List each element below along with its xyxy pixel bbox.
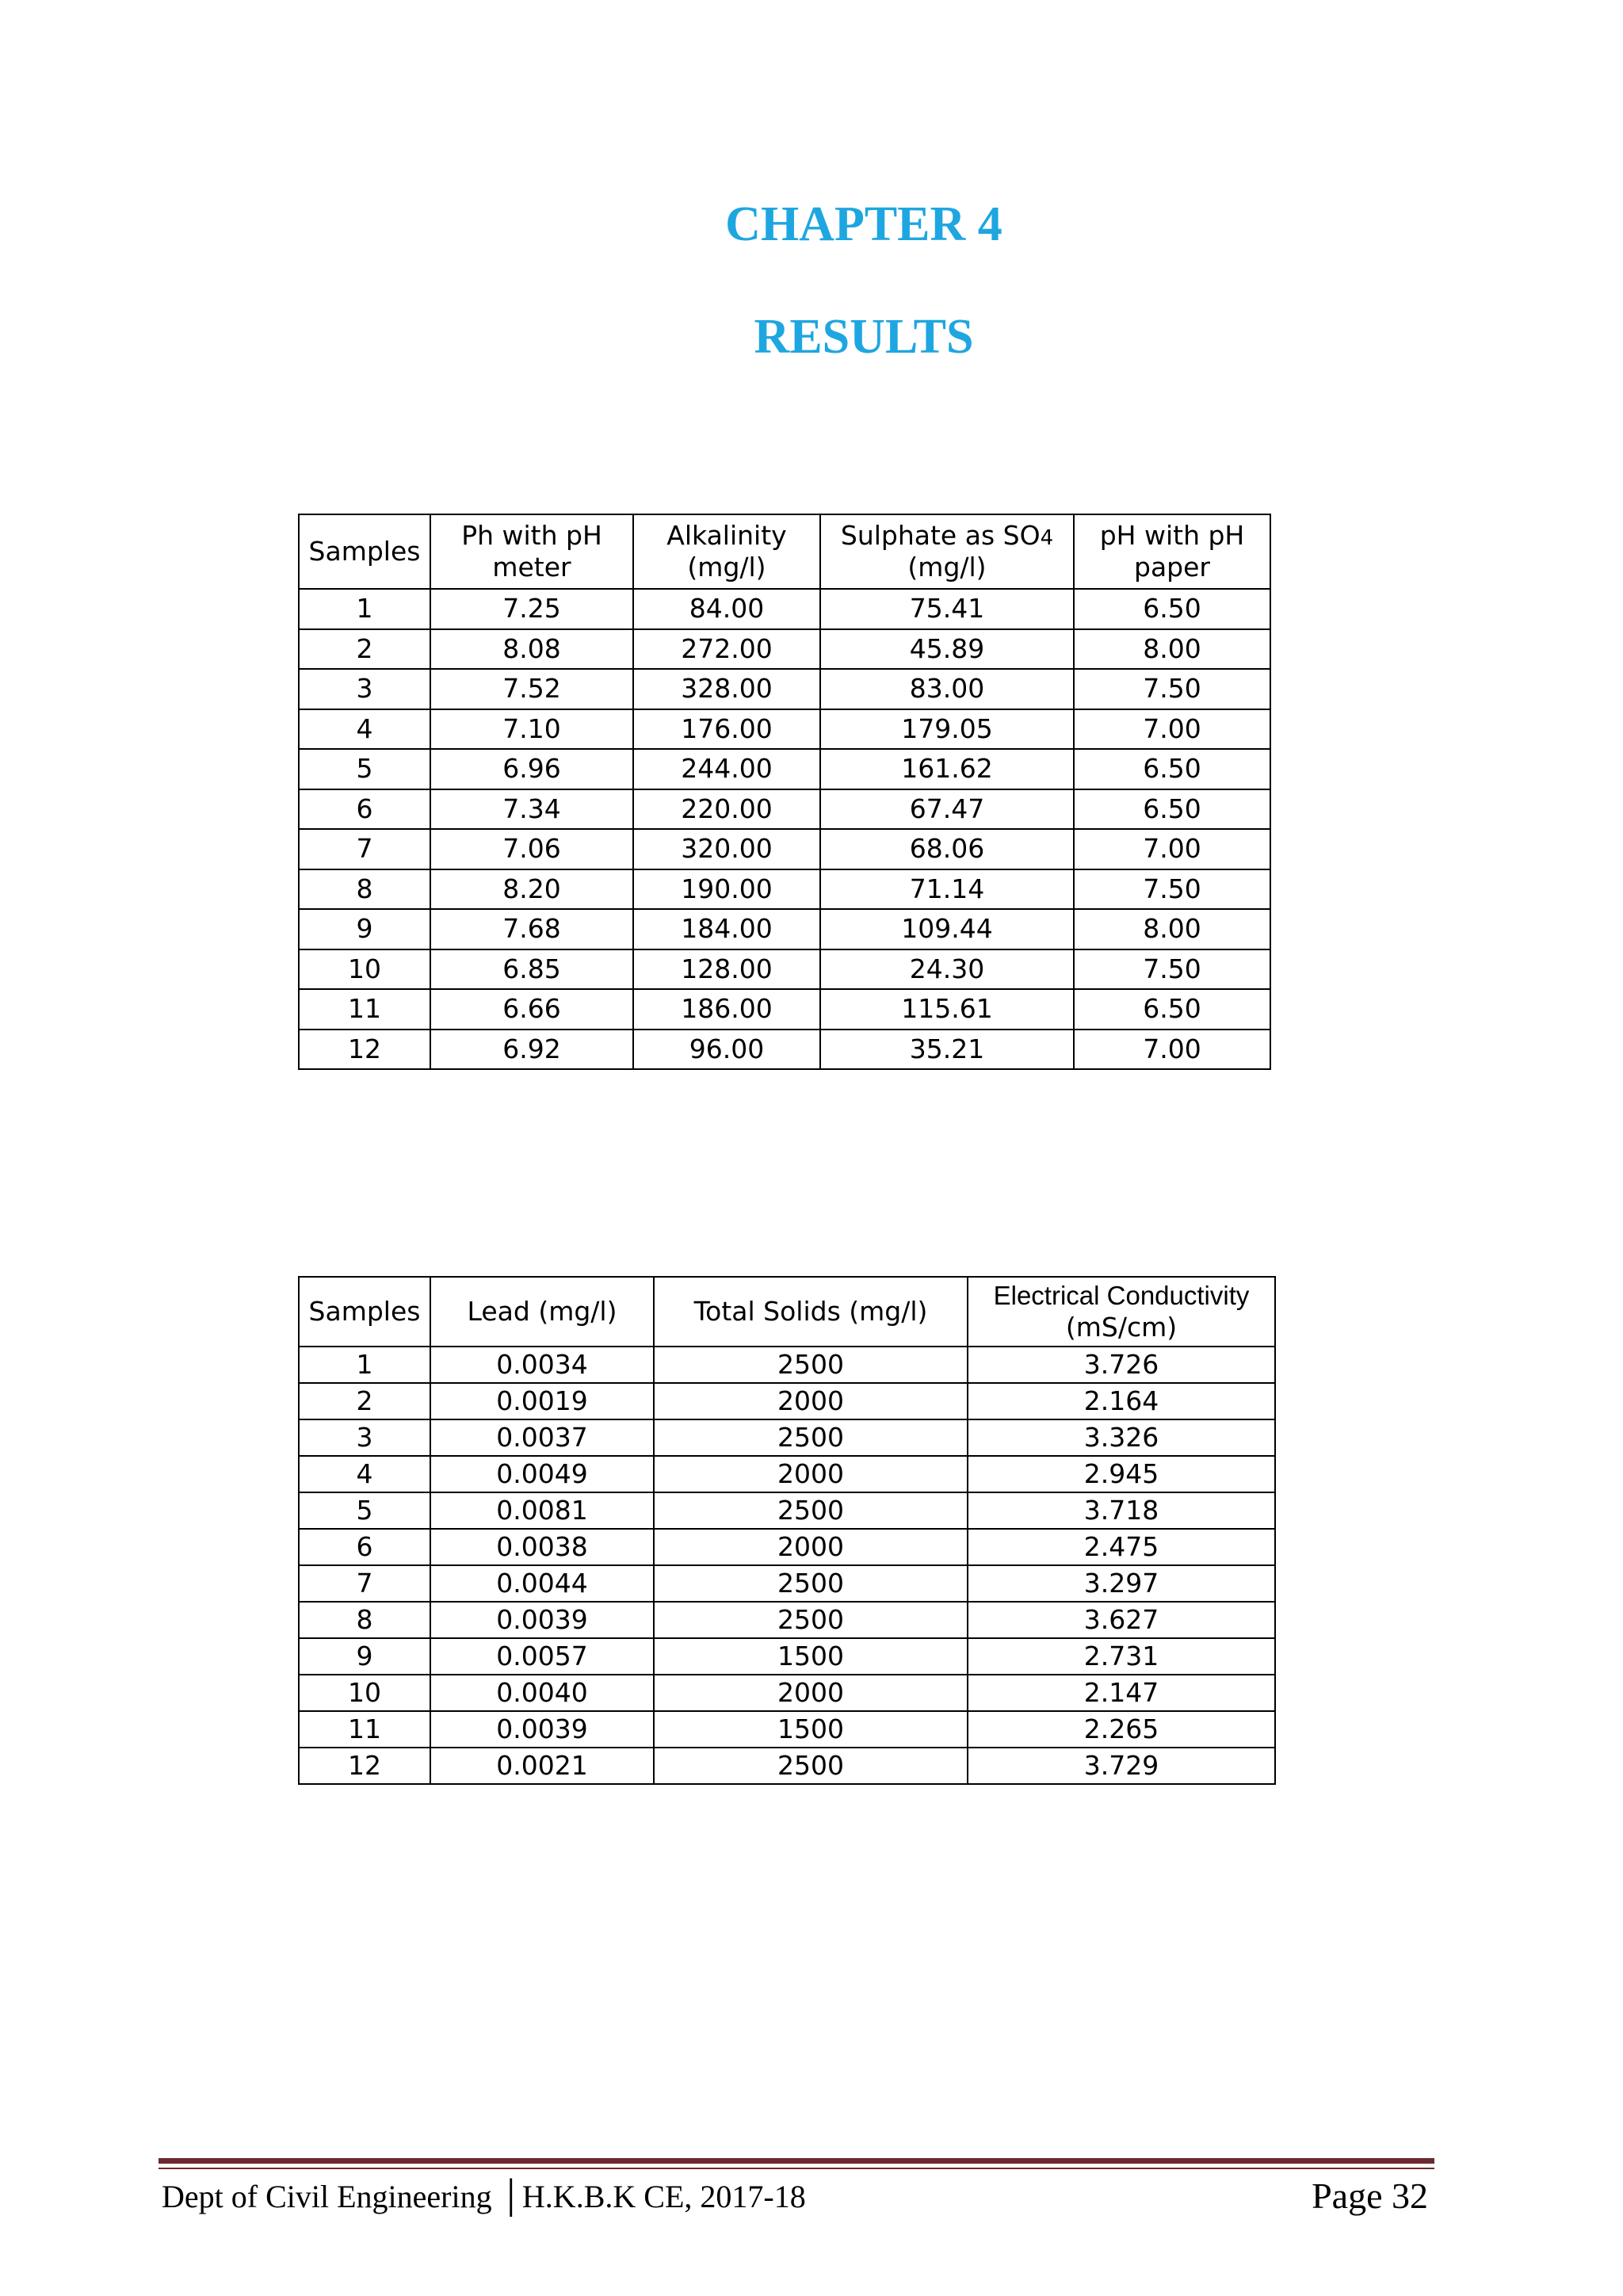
table-cell: 6.50 [1074, 589, 1270, 629]
header-ph-meter: Ph with pH meter [430, 514, 633, 589]
table-cell: 71.14 [820, 869, 1074, 910]
table-row [299, 1347, 1275, 1383]
table-cell: 8.00 [1074, 909, 1270, 949]
table-cell: 2500 [654, 1565, 968, 1602]
table-cell: 2.164 [968, 1383, 1275, 1419]
table-cell: 7.50 [1074, 949, 1270, 990]
table-cell: 7.06 [430, 829, 633, 869]
table-cell: 7.50 [1074, 669, 1270, 709]
header-samples: Samples [299, 514, 430, 589]
table-cell: 0.0040 [430, 1675, 654, 1711]
table-cell: 2 [299, 629, 430, 670]
table-cell: 3.326 [968, 1419, 1275, 1456]
table-cell: 6.50 [1074, 789, 1270, 830]
table-cell: 24.30 [820, 949, 1074, 990]
table-cell: 35.21 [820, 1030, 1074, 1070]
table-cell: 6.96 [430, 749, 633, 789]
table-cell: 4 [299, 709, 430, 750]
table-cell: 184.00 [633, 909, 820, 949]
table-cell: 8.20 [430, 869, 633, 910]
table-header-row [299, 514, 1270, 589]
table-cell: 10 [299, 949, 430, 990]
table-cell: 7.52 [430, 669, 633, 709]
table-cell: 115.61 [820, 989, 1074, 1030]
table-cell: 7.10 [430, 709, 633, 750]
chapter-title-heading: RESULTS [754, 310, 974, 364]
table-cell: 3 [299, 1419, 430, 1456]
table-cell: 7 [299, 1565, 430, 1602]
table-cell: 0.0039 [430, 1711, 654, 1748]
table-cell: 0.0057 [430, 1638, 654, 1675]
table-cell: 75.41 [820, 589, 1074, 629]
table-cell: 7.00 [1074, 1030, 1270, 1070]
table-cell: 1500 [654, 1711, 968, 1748]
header-ec-label: Electrical Conductivity [993, 1281, 1250, 1311]
table-cell: 6 [299, 1529, 430, 1565]
table-cell: 3.726 [968, 1347, 1275, 1383]
table-cell: 0.0021 [430, 1748, 654, 1784]
table-cell: 8 [299, 869, 430, 910]
table-cell: 0.0039 [430, 1602, 654, 1638]
header-sulphate-subscript: 4 [1040, 526, 1054, 551]
header-electrical-conductivity [968, 1277, 1275, 1347]
table-cell: 2000 [654, 1529, 968, 1565]
table-cell: 2.731 [968, 1638, 1275, 1675]
table-cell: 6.92 [430, 1030, 633, 1070]
table-cell: 11 [299, 989, 430, 1030]
header-alkalinity: Alkalinity (mg/l) [633, 514, 820, 589]
table-cell: 7.25 [430, 589, 633, 629]
table-row [299, 749, 1270, 789]
table-cell: 2 [299, 1383, 430, 1419]
table-row [299, 1565, 1275, 1602]
table-cell: 8.08 [430, 629, 633, 670]
table-cell: 0.0038 [430, 1529, 654, 1565]
header-samples: Samples [299, 1277, 430, 1347]
table-cell: 6.50 [1074, 749, 1270, 789]
table-cell: 179.05 [820, 709, 1074, 750]
water-quality-table-1 [298, 514, 1271, 1070]
table-cell: 12 [299, 1030, 430, 1070]
table-row [299, 1456, 1275, 1492]
header-sulphate-unit: (mg/l) [907, 552, 987, 583]
table-cell: 4 [299, 1456, 430, 1492]
footer-rule [158, 2158, 1434, 2164]
table-cell: 0.0049 [430, 1456, 654, 1492]
table-row [299, 1030, 1270, 1070]
table-header-row [299, 1277, 1275, 1347]
table-cell: 244.00 [633, 749, 820, 789]
table-cell: 109.44 [820, 909, 1074, 949]
table-cell: 0.0037 [430, 1419, 654, 1456]
table-cell: 2000 [654, 1456, 968, 1492]
table-row [299, 1602, 1275, 1638]
chapter-number-heading: CHAPTER 4 [725, 197, 1002, 251]
header-ec-unit: (mS/cm) [1065, 1312, 1178, 1343]
table-cell: 9 [299, 1638, 430, 1675]
table-row [299, 1529, 1275, 1565]
table-cell: 8.00 [1074, 629, 1270, 670]
table-cell: 190.00 [633, 869, 820, 910]
table-cell: 2500 [654, 1602, 968, 1638]
table-cell: 176.00 [633, 709, 820, 750]
table-row [299, 869, 1270, 910]
table-cell: 0.0019 [430, 1383, 654, 1419]
table-cell: 3.297 [968, 1565, 1275, 1602]
table-body [299, 1347, 1275, 1784]
table-cell: 328.00 [633, 669, 820, 709]
header-lead: Lead (mg/l) [430, 1277, 654, 1347]
table-cell: 6.66 [430, 989, 633, 1030]
table-cell: 3.729 [968, 1748, 1275, 1784]
table-cell: 6 [299, 789, 430, 830]
table-cell: 12 [299, 1748, 430, 1784]
table-cell: 2.265 [968, 1711, 1275, 1748]
table-cell: 186.00 [633, 989, 820, 1030]
table-cell: 6.50 [1074, 989, 1270, 1030]
table-row [299, 709, 1270, 750]
footer-rule-thin [158, 2168, 1434, 2169]
header-sulphate [820, 514, 1074, 589]
table-row [299, 1383, 1275, 1419]
table-row [299, 1711, 1275, 1748]
footer-department: Dept of Civil Engineering │H.K.B.K CE, 2017-18 [162, 2179, 806, 2214]
table-cell: 3 [299, 669, 430, 709]
table-row [299, 589, 1270, 629]
table-cell: 67.47 [820, 789, 1074, 830]
table-row [299, 1748, 1275, 1784]
table-cell: 68.06 [820, 829, 1074, 869]
table-cell: 2500 [654, 1347, 968, 1383]
table-row [299, 1419, 1275, 1456]
table-cell: 2000 [654, 1675, 968, 1711]
table-row [299, 949, 1270, 990]
table-cell: 161.62 [820, 749, 1074, 789]
table-cell: 2500 [654, 1748, 968, 1784]
table-cell: 1500 [654, 1638, 968, 1675]
table-cell: 83.00 [820, 669, 1074, 709]
table-cell: 128.00 [633, 949, 820, 990]
table-cell: 1 [299, 1347, 430, 1383]
table-body [299, 589, 1270, 1069]
table-cell: 0.0081 [430, 1492, 654, 1529]
table-cell: 11 [299, 1711, 430, 1748]
table-cell: 45.89 [820, 629, 1074, 670]
table-cell: 0.0034 [430, 1347, 654, 1383]
table-cell: 7.50 [1074, 869, 1270, 910]
page-number: Page 32 [1312, 2176, 1428, 2216]
table-cell: 6.85 [430, 949, 633, 990]
header-sulphate-label: Sulphate as SO [840, 520, 1041, 552]
table-cell: 2.945 [968, 1456, 1275, 1492]
table-cell: 1 [299, 589, 430, 629]
table-cell: 320.00 [633, 829, 820, 869]
table-cell: 0.0044 [430, 1565, 654, 1602]
table-cell: 220.00 [633, 789, 820, 830]
table-cell: 2000 [654, 1383, 968, 1419]
table-cell: 2.147 [968, 1675, 1275, 1711]
table-cell: 10 [299, 1675, 430, 1711]
table-cell: 5 [299, 1492, 430, 1529]
table-cell: 272.00 [633, 629, 820, 670]
table-cell: 2500 [654, 1492, 968, 1529]
table-cell: 5 [299, 749, 430, 789]
table-row [299, 1492, 1275, 1529]
table-cell: 3.718 [968, 1492, 1275, 1529]
table-cell: 2500 [654, 1419, 968, 1456]
table-cell: 96.00 [633, 1030, 820, 1070]
table-cell: 7 [299, 829, 430, 869]
table-row [299, 829, 1270, 869]
table-row [299, 909, 1270, 949]
table-cell: 2.475 [968, 1529, 1275, 1565]
table-cell: 8 [299, 1602, 430, 1638]
table-cell: 7.00 [1074, 709, 1270, 750]
table-row [299, 669, 1270, 709]
table-cell: 7.00 [1074, 829, 1270, 869]
table-cell: 3.627 [968, 1602, 1275, 1638]
table-row [299, 1638, 1275, 1675]
table-cell: 9 [299, 909, 430, 949]
table-cell: 84.00 [633, 589, 820, 629]
table-row [299, 1675, 1275, 1711]
header-total-solids: Total Solids (mg/l) [654, 1277, 968, 1347]
table-cell: 7.68 [430, 909, 633, 949]
header-ph-paper: pH with pH paper [1074, 514, 1270, 589]
table-cell: 7.34 [430, 789, 633, 830]
water-quality-table-2 [298, 1276, 1276, 1785]
table-row [299, 789, 1270, 830]
table-row [299, 989, 1270, 1030]
table-row [299, 629, 1270, 670]
